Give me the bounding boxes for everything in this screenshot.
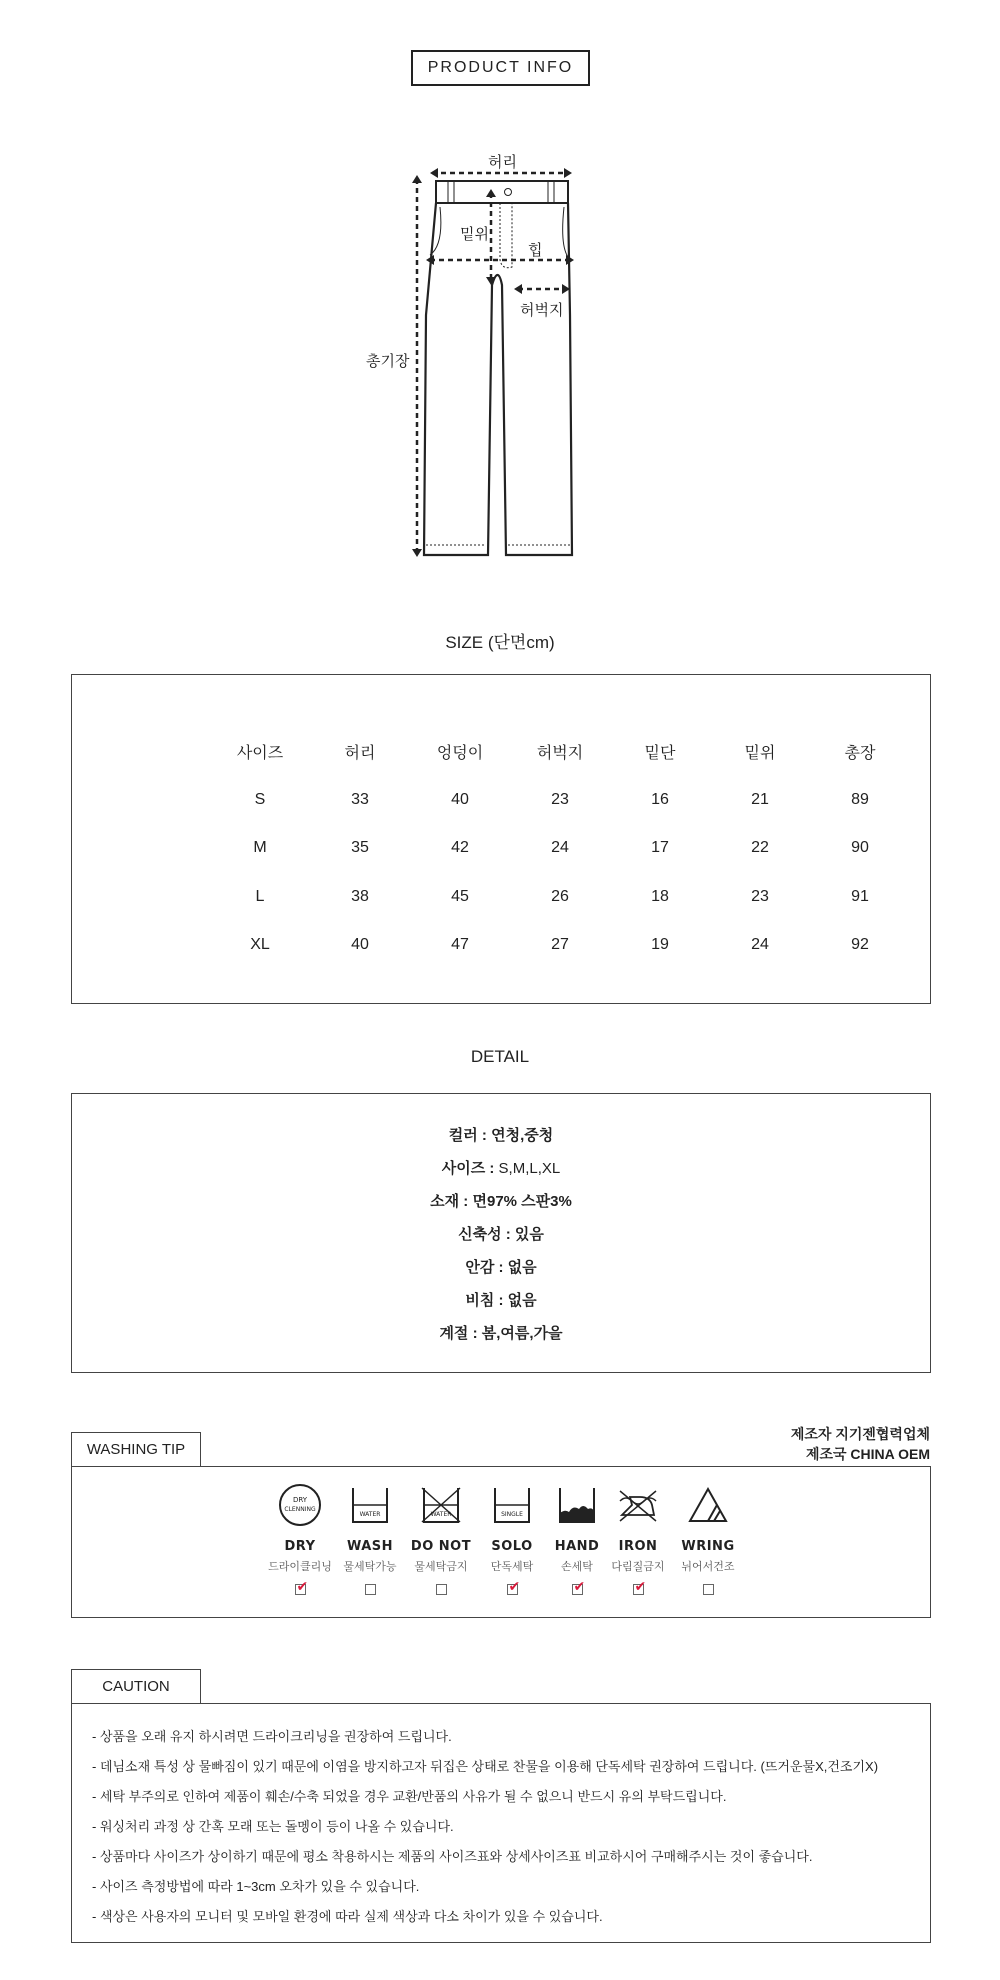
detail-key: 컬러 : <box>448 1127 487 1144</box>
detail-key: 비침 : <box>465 1292 504 1309</box>
manufacturer: 제조자 지기젠협력업체 <box>790 1426 930 1442</box>
size-header-cell: 밑위 <box>744 744 776 762</box>
table-cell: 47 <box>451 936 469 954</box>
table-cell: 40 <box>451 790 469 808</box>
wash-item-solo <box>476 1483 548 1595</box>
wash-checkbox <box>703 1584 714 1595</box>
product-info-title: PRODUCT INFO <box>411 50 590 86</box>
detail-line <box>72 1157 930 1178</box>
label-thigh: 허벅지 <box>520 302 564 319</box>
dry-icon-text1: DRY <box>292 1496 308 1504</box>
table-cell: 23 <box>751 887 769 905</box>
wash-label-ko: 손세탁 <box>561 1561 593 1573</box>
detail-line <box>72 1322 930 1343</box>
detail-value: 면97% 스판3% <box>472 1193 572 1210</box>
detail-line <box>72 1289 930 1310</box>
table-cell: 19 <box>651 936 669 954</box>
table-cell: 22 <box>751 839 769 857</box>
table-cell: 18 <box>651 887 669 905</box>
washing-tip-tab: WASHING TIP <box>71 1432 201 1466</box>
wash-label-ko: 다림질금지 <box>611 1561 665 1573</box>
detail-value: 있음 <box>514 1226 544 1243</box>
country-of-origin: 제조국 CHINA OEM <box>805 1446 930 1462</box>
size-header-cell: 밑단 <box>644 744 676 762</box>
manufacturer-info <box>791 1424 930 1464</box>
table-cell: 27 <box>551 936 569 954</box>
caution-box <box>71 1703 931 1943</box>
table-cell: 33 <box>351 790 369 808</box>
table-cell: 40 <box>351 936 369 954</box>
size-header-cell: 총장 <box>844 744 876 762</box>
wash-item-dry <box>264 1483 336 1595</box>
detail-value: S,M,L,XL <box>498 1160 561 1177</box>
wash-label-ko: 드라이클리닝 <box>268 1561 332 1573</box>
pants-measurement-diagram <box>360 145 600 565</box>
wash-label-en: WRING <box>681 1539 735 1554</box>
check-icon: ✔ <box>634 1578 647 1594</box>
table-cell: 92 <box>851 936 869 954</box>
no-iron-icon <box>602 1483 674 1527</box>
label-rise: 밑위 <box>460 226 489 243</box>
detail-value: 연청,중청 <box>491 1127 554 1144</box>
table-cell: S <box>254 790 266 808</box>
size-table-box <box>71 674 931 1004</box>
caution-line: - 상품마다 사이즈가 상이하기 때문에 평소 착용하시는 제품의 사이즈표와 상세사이즈표 비교하시어 구매해주시는 것이 좋습니다. <box>92 1849 813 1864</box>
wash-label-ko: 물세탁가능 <box>343 1561 397 1573</box>
caution-line: - 사이즈 측정방법에 따라 1~3cm 오차가 있을 수 있습니다. <box>92 1879 420 1894</box>
detail-key: 신축성 : <box>458 1226 511 1243</box>
wash-checkbox <box>572 1578 586 1595</box>
wash-item-do-not <box>405 1483 477 1595</box>
check-icon: ✔ <box>508 1578 521 1594</box>
table-row <box>210 776 910 825</box>
table-row <box>210 824 910 873</box>
wash-label-ko: 물세탁금지 <box>414 1561 468 1573</box>
size-table-header-row <box>210 727 910 776</box>
detail-box <box>71 1093 931 1373</box>
table-cell: 17 <box>651 839 669 857</box>
size-header-cell: 허벅지 <box>536 744 584 762</box>
detail-line <box>72 1223 930 1244</box>
detail-key: 안감 : <box>465 1259 504 1276</box>
wash-checkbox <box>436 1584 447 1595</box>
table-cell: 35 <box>351 839 369 857</box>
detail-key: 계절 : <box>439 1325 478 1342</box>
detail-value: 없음 <box>507 1259 537 1276</box>
caution-line: - 세탁 부주의로 인하여 제품이 훼손/수축 되었을 경우 교환/반품의 사유가 될 수 없으니 반드시 유의 부탁드립니다. <box>92 1789 727 1804</box>
detail-value: 없음 <box>507 1292 537 1309</box>
wash-icon-text: WATER <box>359 1511 381 1518</box>
size-header-cell: 사이즈 <box>236 744 284 762</box>
table-cell: 38 <box>351 887 369 905</box>
caution-line: - 색상은 사용자의 모니터 및 모바일 환경에 따라 실제 색상과 다소 차이가 있을 수 있습니다. <box>92 1909 603 1924</box>
label-waist: 허리 <box>488 154 517 171</box>
size-title: SIZE (단면cm) <box>445 633 555 652</box>
wash-item-iron <box>602 1483 674 1595</box>
wash-checkbox <box>633 1578 647 1595</box>
wash-label-en: DO NOT <box>410 1539 472 1554</box>
wash-label-en: IRON <box>618 1539 658 1554</box>
table-row <box>210 921 910 970</box>
detail-key: 소재 : <box>430 1193 469 1210</box>
water-wash-icon <box>334 1483 406 1527</box>
size-header-cell: 엉덩이 <box>436 744 484 762</box>
table-row <box>210 873 910 922</box>
detail-title: DETAIL <box>470 1047 530 1066</box>
detail-line <box>72 1190 930 1211</box>
caution-line: - 데님소재 특성 상 물빠짐이 있기 때문에 이염을 방지하고자 뒤집은 상태로 찬물을 이용해 단독세탁 권장하여 드립니다. (뜨거운물X,건조기X) <box>92 1759 879 1774</box>
dry-icon-text2: CLENNING <box>284 1506 316 1513</box>
table-cell: 24 <box>551 839 569 857</box>
detail-line <box>72 1124 930 1145</box>
wash-checkbox <box>365 1584 376 1595</box>
table-cell: XL <box>250 936 270 954</box>
wash-checkbox <box>507 1578 521 1595</box>
table-cell: 89 <box>851 790 869 808</box>
washing-tip-box <box>71 1466 931 1618</box>
wash-label-en: WASH <box>346 1539 394 1554</box>
check-icon: ✔ <box>573 1578 586 1594</box>
detail-value: 봄,여름,가을 <box>481 1325 563 1342</box>
label-total-length: 총기장 <box>366 353 410 370</box>
detail-line <box>72 1256 930 1277</box>
table-cell: L <box>255 887 265 905</box>
wash-checkbox <box>295 1578 309 1595</box>
table-cell: 21 <box>751 790 769 808</box>
table-cell: 91 <box>851 887 869 905</box>
table-cell: 16 <box>651 790 669 808</box>
wash-label-ko: 단독세탁 <box>490 1561 534 1573</box>
table-cell: 23 <box>551 790 569 808</box>
label-hip: 힙 <box>528 242 543 259</box>
table-cell: 45 <box>451 887 469 905</box>
caution-line: - 상품을 오래 유지 하시려면 드라이크리닝을 권장하여 드립니다. <box>92 1729 452 1744</box>
detail-key: 사이즈 : <box>441 1160 495 1177</box>
wash-label-en: HAND <box>554 1539 600 1554</box>
wash-item-wash <box>334 1483 406 1595</box>
size-table <box>210 727 910 970</box>
table-cell: 42 <box>451 839 469 857</box>
no-wash-icon-text: WATER <box>430 1511 452 1518</box>
no-water-wash-icon <box>405 1483 477 1527</box>
wash-label-en: DRY <box>284 1539 316 1554</box>
table-cell: 26 <box>551 887 569 905</box>
wash-item-wring <box>672 1483 744 1595</box>
caution-tab: CAUTION <box>71 1669 201 1703</box>
flat-dry-icon <box>672 1483 744 1527</box>
single-icon-text: SINGLE <box>501 1511 523 1518</box>
table-cell: M <box>253 839 267 857</box>
single-wash-icon <box>476 1483 548 1527</box>
wash-label-ko: 뉘어서건조 <box>681 1561 735 1573</box>
size-header-cell: 허리 <box>344 744 376 762</box>
check-icon: ✔ <box>296 1578 309 1594</box>
wash-label-en: SOLO <box>491 1539 533 1554</box>
table-cell: 90 <box>851 839 869 857</box>
caution-line: - 워싱처리 과정 상 간혹 모래 또는 돌멩이 등이 나올 수 있습니다. <box>92 1819 454 1834</box>
table-cell: 24 <box>751 936 769 954</box>
dry-clean-icon <box>264 1483 336 1527</box>
